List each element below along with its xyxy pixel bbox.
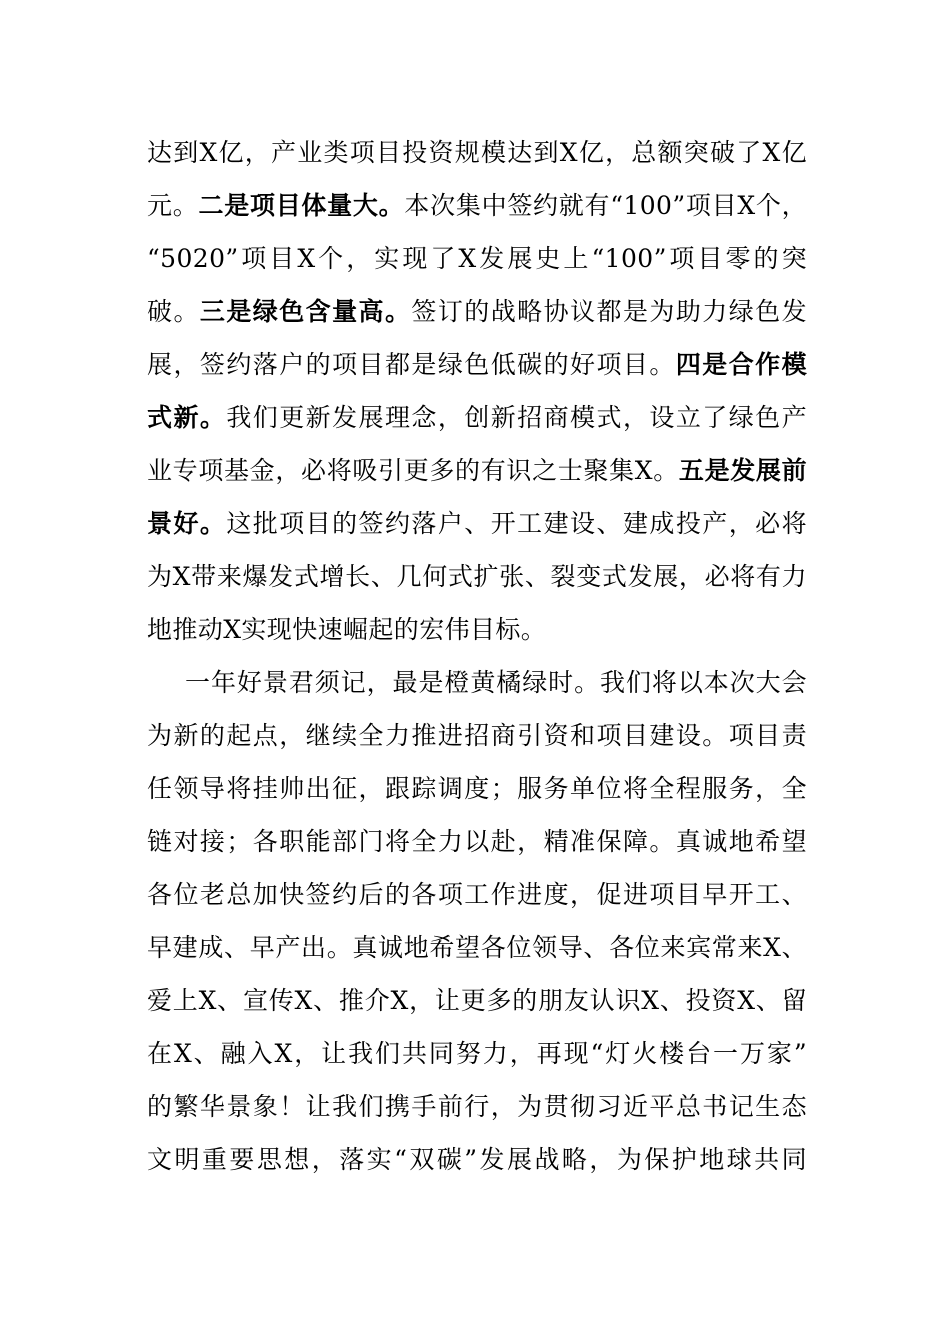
text-run: 一年好景君须记，最是橙黄橘绿时。我们将以本次大会 (185, 668, 807, 697)
text-run: 为新的起点，继续全力推进招商引资和项目建设。项目责 (147, 721, 807, 750)
text-run: 展，签约落户的项目都是绿色低碳的好项目。 (147, 350, 676, 379)
text-line-4 (147, 285, 807, 338)
text-run: 本次集中签约就有“100”项目X个， (404, 191, 807, 220)
text-line-15 (147, 868, 807, 921)
text-line-17 (147, 974, 807, 1027)
bold-heading-run: 三是绿色含量高。 (199, 297, 412, 326)
text-run: 破。 (147, 297, 200, 326)
text-run: 元。 (147, 191, 199, 220)
body-text (147, 126, 807, 1186)
text-line-9 (147, 550, 807, 603)
text-run: 任领导将挂帅出征，跟踪调度；服务单位将全程服务，全 (147, 774, 807, 803)
text-run: 在X、融入X，让我们共同努力，再现“灯火楼台一万家” (147, 1039, 807, 1068)
text-run: 为X带来爆发式增长、几何式扩张、裂变式发展，必将有力 (147, 562, 807, 591)
text-run: 各位老总加快签约后的各项工作进度，促进项目早开工、 (147, 880, 807, 909)
text-line-16 (147, 921, 807, 974)
text-run: 文明重要思想，落实“双碳”发展战略，为保护地球共同 (147, 1145, 807, 1174)
text-line-5 (147, 338, 807, 391)
text-line-13 (147, 762, 807, 815)
text-line-19 (147, 1080, 807, 1133)
text-line-12 (147, 709, 807, 762)
text-run: 早建成、早产出。真诚地希望各位领导、各位来宾常来X、 (147, 933, 807, 962)
text-run: 的繁华景象！让我们携手前行，为贯彻习近平总书记生态 (147, 1092, 807, 1121)
text-line-7 (147, 444, 807, 497)
text-line-1 (147, 126, 807, 179)
text-run: 达到X亿，产业类项目投资规模达到X亿，总额突破了X亿 (147, 138, 807, 167)
text-line-14 (147, 815, 807, 868)
text-run: 业专项基金，必将吸引更多的有识之士聚集X。 (147, 456, 679, 485)
text-run: 我们更新发展理念，创新招商模式，设立了绿色产 (226, 403, 807, 432)
text-line-2 (147, 179, 807, 232)
bold-heading-run: 景好。 (147, 509, 227, 538)
text-run: 爱上X、宣传X、推介X，让更多的朋友认识X、投资X、留 (147, 986, 807, 1015)
text-line-6 (147, 391, 807, 444)
text-run: 签订的战略协议都是为助力绿色发 (411, 297, 807, 326)
text-line-8 (147, 497, 807, 550)
text-line-3 (147, 232, 807, 285)
bold-heading-run: 二是项目体量大。 (198, 191, 405, 220)
text-run: “5020”项目X个，实现了X发展史上“100”项目零的突 (147, 244, 807, 273)
bold-heading-run: 四是合作模 (675, 350, 807, 379)
text-run: 这批项目的签约落户、开工建设、建成投产，必将 (226, 509, 807, 538)
text-line-11 (147, 656, 807, 709)
text-line-18 (147, 1027, 807, 1080)
text-line-10 (147, 603, 807, 656)
bold-heading-run: 五是发展前 (678, 456, 807, 485)
text-run: 链对接；各职能部门将全力以赴，精准保障。真诚地希望 (147, 827, 807, 856)
text-run: 地推动X实现快速崛起的宏伟目标。 (147, 615, 547, 644)
bold-heading-run: 式新。 (147, 403, 227, 432)
text-line-20 (147, 1133, 807, 1186)
